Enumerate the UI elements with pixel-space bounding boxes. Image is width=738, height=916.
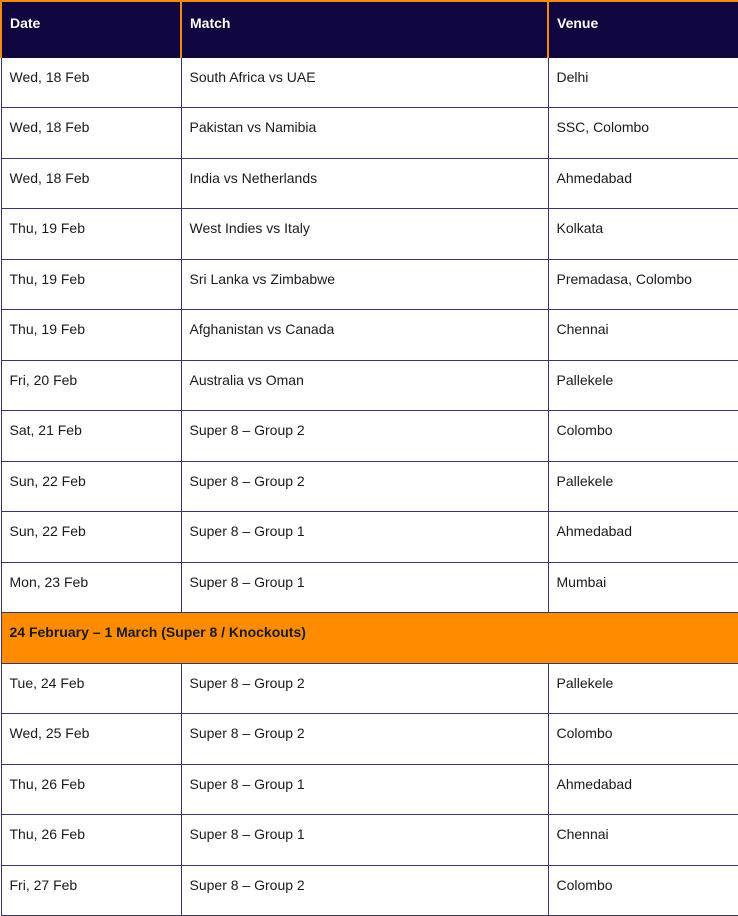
cell-date: Sat, 21 Feb bbox=[1, 411, 181, 462]
cell-date: Tue, 24 Feb bbox=[1, 663, 181, 714]
cell-venue: Chennai bbox=[548, 815, 738, 866]
table-row bbox=[1, 461, 738, 512]
cell-date: Sun, 22 Feb bbox=[1, 461, 181, 512]
cell-venue: Ahmedabad bbox=[548, 764, 738, 815]
cell-venue: Colombo bbox=[548, 714, 738, 765]
cell-venue: Premadasa, Colombo bbox=[548, 259, 738, 310]
cell-venue: Colombo bbox=[548, 411, 738, 462]
cell-venue: Chennai bbox=[548, 310, 738, 361]
cell-match: Sri Lanka vs Zimbabwe bbox=[181, 259, 548, 310]
table-row bbox=[1, 764, 738, 815]
cell-match: Australia vs Oman bbox=[181, 360, 548, 411]
cell-date: Thu, 26 Feb bbox=[1, 815, 181, 866]
table-row bbox=[1, 158, 738, 209]
cell-match: Super 8 – Group 1 bbox=[181, 764, 548, 815]
table-row bbox=[1, 259, 738, 310]
cell-match: Super 8 – Group 2 bbox=[181, 461, 548, 512]
cell-date: Thu, 19 Feb bbox=[1, 209, 181, 260]
cell-venue: Colombo bbox=[548, 865, 738, 916]
table-row bbox=[1, 108, 738, 159]
cell-date: Thu, 26 Feb bbox=[1, 764, 181, 815]
cell-venue: Pallekele bbox=[548, 461, 738, 512]
cell-date: Mon, 23 Feb bbox=[1, 562, 181, 613]
cell-venue: Mumbai bbox=[548, 562, 738, 613]
cell-venue: Ahmedabad bbox=[548, 512, 738, 563]
cell-date: Fri, 27 Feb bbox=[1, 865, 181, 916]
header-row bbox=[1, 1, 738, 57]
cell-match: Afghanistan vs Canada bbox=[181, 310, 548, 361]
table-row bbox=[1, 360, 738, 411]
cell-match: Super 8 – Group 2 bbox=[181, 411, 548, 462]
cell-date: Wed, 25 Feb bbox=[1, 714, 181, 765]
cell-match: Pakistan vs Namibia bbox=[181, 108, 548, 159]
table-row bbox=[1, 411, 738, 462]
cell-match: West Indies vs Italy bbox=[181, 209, 548, 260]
section-header-row bbox=[1, 613, 738, 664]
cell-venue: SSC, Colombo bbox=[548, 108, 738, 159]
table-row bbox=[1, 209, 738, 260]
table-row bbox=[1, 512, 738, 563]
cell-date: Sun, 22 Feb bbox=[1, 512, 181, 563]
cell-venue: Pallekele bbox=[548, 663, 738, 714]
cell-venue: Kolkata bbox=[548, 209, 738, 260]
cell-date: Fri, 20 Feb bbox=[1, 360, 181, 411]
table-row bbox=[1, 57, 738, 108]
cell-date: Thu, 19 Feb bbox=[1, 310, 181, 361]
table-row bbox=[1, 815, 738, 866]
cell-match: Super 8 – Group 1 bbox=[181, 562, 548, 613]
fixtures-group-b bbox=[1, 663, 738, 916]
table-row bbox=[1, 865, 738, 916]
cell-venue: Ahmedabad bbox=[548, 158, 738, 209]
cell-match: South Africa vs UAE bbox=[181, 57, 548, 108]
cell-match: Super 8 – Group 1 bbox=[181, 512, 548, 563]
cell-venue: Pallekele bbox=[548, 360, 738, 411]
header-date: Date bbox=[1, 1, 181, 57]
header-match: Match bbox=[181, 1, 548, 57]
cell-date: Thu, 19 Feb bbox=[1, 259, 181, 310]
table-row bbox=[1, 714, 738, 765]
header-venue: Venue bbox=[548, 1, 738, 57]
section-title: 24 February – 1 March (Super 8 / Knockouts) bbox=[1, 613, 738, 664]
cell-match: Super 8 – Group 2 bbox=[181, 865, 548, 916]
cell-date: Wed, 18 Feb bbox=[1, 108, 181, 159]
cell-match: Super 8 – Group 1 bbox=[181, 815, 548, 866]
cell-match: Super 8 – Group 2 bbox=[181, 714, 548, 765]
cell-date: Wed, 18 Feb bbox=[1, 158, 181, 209]
table-row bbox=[1, 310, 738, 361]
table-row bbox=[1, 562, 738, 613]
cell-match: Super 8 – Group 2 bbox=[181, 663, 548, 714]
cell-match: India vs Netherlands bbox=[181, 158, 548, 209]
fixtures-group-a bbox=[1, 57, 738, 613]
cell-date: Wed, 18 Feb bbox=[1, 57, 181, 108]
cell-venue: Delhi bbox=[548, 57, 738, 108]
table-row bbox=[1, 663, 738, 714]
